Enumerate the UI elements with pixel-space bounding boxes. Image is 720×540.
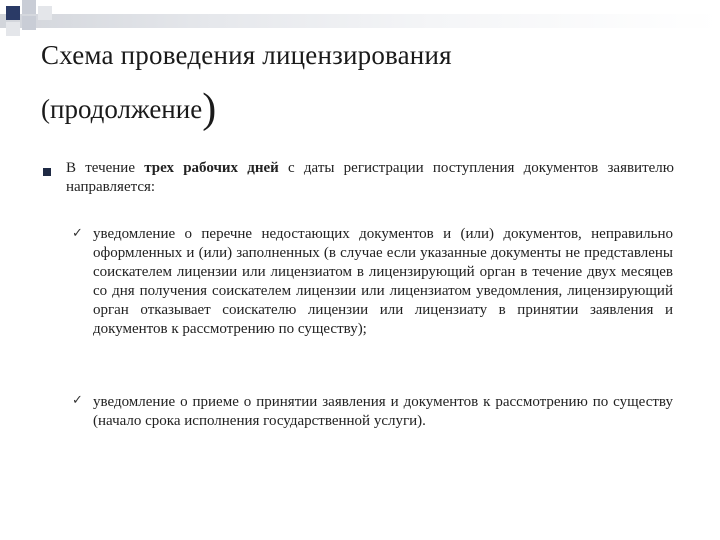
decorative-header (0, 0, 720, 40)
slide-title-continued (41, 88, 216, 130)
main-paragraph-prefix: В течение (66, 160, 145, 176)
check-mark-icon: ✓ (72, 393, 83, 408)
slide-title: Схема проведения лицензирования (41, 40, 452, 70)
decor-square (38, 6, 52, 20)
main-paragraph-suffix: с даты регистрации поступления документов заявителю направляется: (66, 160, 674, 195)
decor-square (6, 6, 20, 20)
square-bullet-icon (43, 168, 51, 176)
check-mark-icon: ✓ (72, 226, 83, 241)
header-gradient-bar (0, 14, 720, 28)
decor-square (6, 22, 20, 36)
sub-bullet-text: уведомление о приеме о принятии заявления и документов к рассмотрению по существу (начало срока исполнения государственной услуги). (93, 394, 673, 429)
title-closing-paren: ) (202, 86, 217, 132)
title-continued-text: (продолжение (41, 94, 203, 124)
decor-square (22, 0, 36, 14)
main-paragraph-bold: трех рабочих дней (144, 160, 279, 176)
decor-square (22, 16, 36, 30)
sub-bullet-text: уведомление о перечне недостающих документов и (или) документов, неправильно оформленных и (или) заполненных (в случае если указанные документы не представлены соискателем лицензии или лицензиатом в лицензирующий орган в течение двух месяцев со дня получения соискателем лицензии или лицензиатом уведомления, лицензирующий орган отказывает соискателю лицензии или лицензиату в принятии заявления и документов к рассмотрению по существу); (93, 226, 673, 337)
main-paragraph (66, 159, 674, 197)
